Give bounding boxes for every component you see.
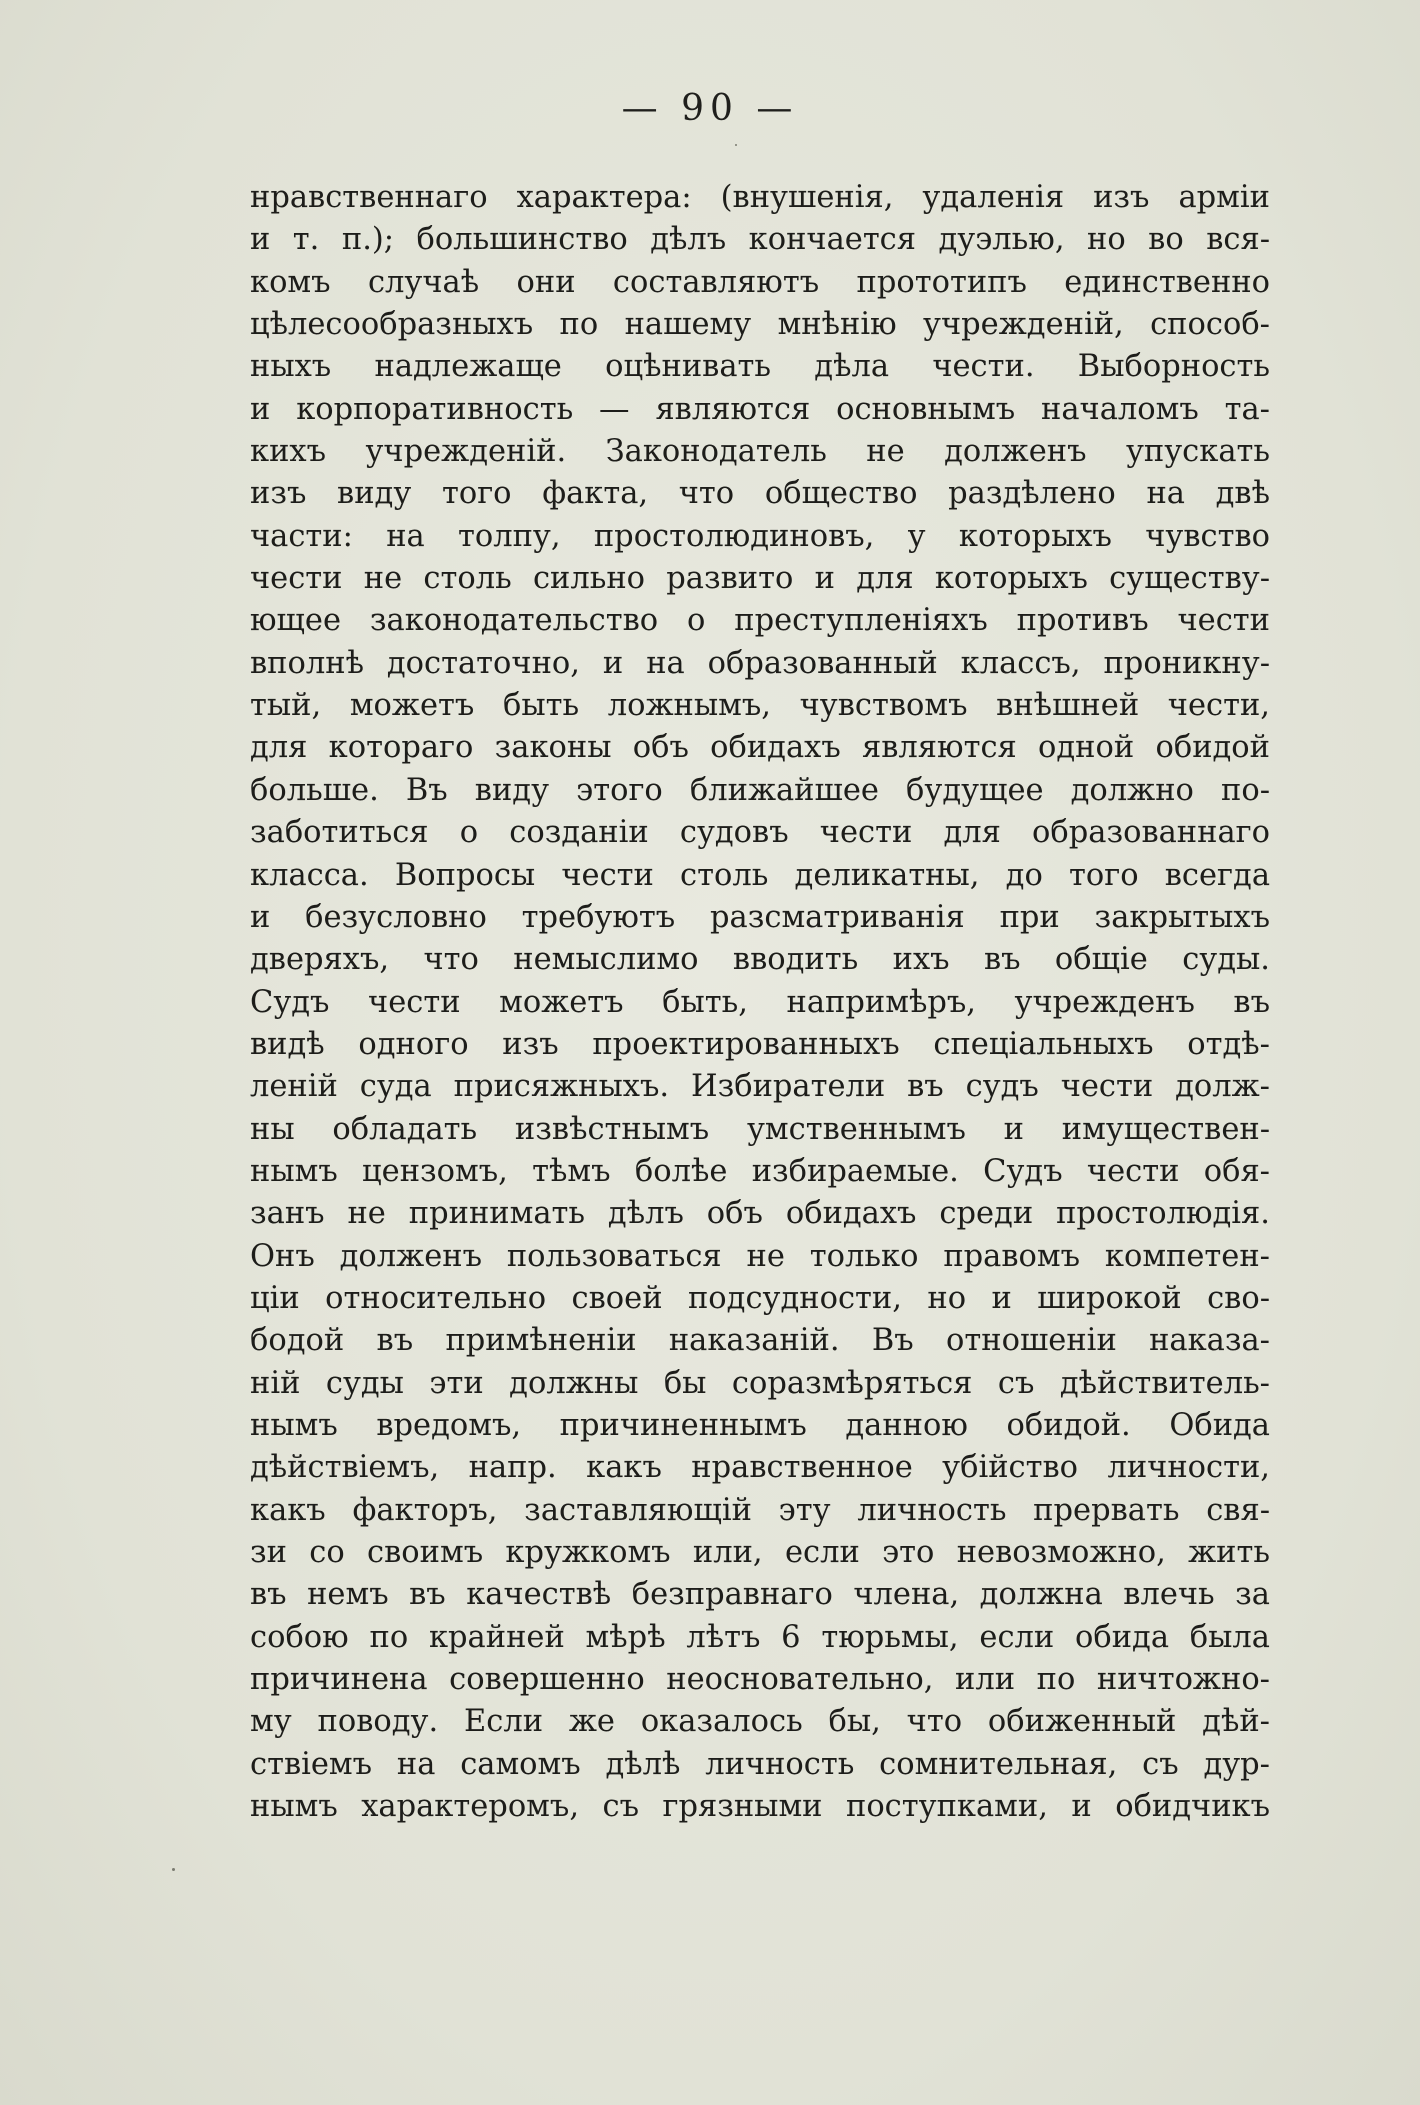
text-line: класса. Вопросы чести столь деликатны, до того всегда [250, 857, 1270, 893]
text-line: больше. Въ виду этого ближайшее будущее должно по- [250, 772, 1270, 808]
text-line: видѣ одного изъ проектированныхъ спеціальныхъ отдѣ- [250, 1026, 1270, 1062]
text-line: изъ виду того факта, что общество раздѣлено на двѣ [250, 476, 1270, 512]
text-line: цѣлесообразныхъ по нашему мнѣнію учрежденій, способ- [250, 307, 1270, 343]
text-line: тый, можетъ быть ложнымъ, чувствомъ внѣшней чести, [250, 688, 1270, 724]
text-line: собою по крайней мѣрѣ лѣтъ 6 тюрьмы, если обида была [250, 1619, 1270, 1655]
text-line: занъ не принимать дѣлъ объ обидахъ среди простолюдія. [250, 1196, 1270, 1232]
text-line: и корпоративность — являются основнымъ началомъ та- [250, 391, 1270, 427]
text-line: нымъ вредомъ, причиненнымъ данною обидой. Обида [250, 1407, 1270, 1443]
text-line: и безусловно требуютъ разсматриванія при закрытыхъ [250, 899, 1270, 935]
text-line: вполнѣ достаточно, и на образованный классъ, проникну- [250, 645, 1270, 681]
text-line: чести не столь сильно развито и для которыхъ существу- [250, 561, 1270, 597]
text-line: ныхъ надлежаще оцѣнивать дѣла чести. Выборность [250, 349, 1270, 385]
text-line: нымъ цензомъ, тѣмъ болѣе избираемые. Судъ чести обя- [250, 1153, 1270, 1189]
text-line: Онъ долженъ пользоваться не только правомъ компетен- [250, 1238, 1270, 1274]
text-line: Судъ чести можетъ быть, напримѣръ, учрежденъ въ [250, 984, 1270, 1020]
paper-speck [735, 144, 737, 146]
text-line: нымъ характеромъ, съ грязными поступками, и обидчикъ [250, 1789, 1270, 1825]
text-line: ны обладать извѣстнымъ умственнымъ и имуществен- [250, 1111, 1270, 1147]
text-line: комъ случаѣ они составляютъ прототипъ единственно [250, 264, 1270, 300]
text-line: ствіемъ на самомъ дѣлѣ личность сомнительная, съ дур- [250, 1746, 1270, 1782]
text-line: бодой въ примѣненіи наказаній. Въ отношеніи наказа- [250, 1323, 1270, 1359]
text-line: въ немъ въ качествѣ безправнаго члена, должна влечь за [250, 1577, 1270, 1613]
text-line: нравственнаго характера: (внушенія, удаленія изъ арміи [250, 180, 1270, 215]
text-line: ющее законодательство о преступленіяхъ противъ чести [250, 603, 1270, 639]
text-line: му поводу. Если же оказалось бы, что обиженный дѣй- [250, 1704, 1270, 1740]
text-line: какъ факторъ, заставляющій эту личность прервать свя- [250, 1492, 1270, 1528]
text-line: дверяхъ, что немыслимо вводить ихъ въ общіе суды. [250, 942, 1270, 978]
text-line: зи со своимъ кружкомъ или, если это невозможно, жить [250, 1535, 1270, 1570]
text-line: дѣйствіемъ, напр. какъ нравственное убійство личности, [250, 1450, 1270, 1486]
text-line: леній суда присяжныхъ. Избиратели въ судъ чести долж- [250, 1069, 1270, 1105]
text-line: заботиться о созданіи судовъ чести для образованнаго [250, 815, 1270, 851]
paper-speck [172, 1868, 175, 1871]
text-line: ціи относительно своей подсудности, но и широкой сво- [250, 1280, 1270, 1316]
text-line: кихъ учрежденій. Законодатель не долженъ упускать [250, 434, 1270, 470]
text-line: причинена совершенно неосновательно, или по ничтожно- [250, 1662, 1270, 1698]
text-line: части: на толпу, простолюдиновъ, у которыхъ чувство [250, 518, 1270, 554]
body-text [250, 177, 1270, 1828]
text-line: ній суды эти должны бы соразмѣряться съ дѣйствитель- [250, 1365, 1270, 1401]
text-line: и т. п.); большинство дѣлъ кончается дуэлью, но во вся- [250, 222, 1270, 258]
page-number: — 90 — [621, 88, 799, 129]
text-line: для котораго законы объ обидахъ являются одной обидой [250, 730, 1270, 766]
